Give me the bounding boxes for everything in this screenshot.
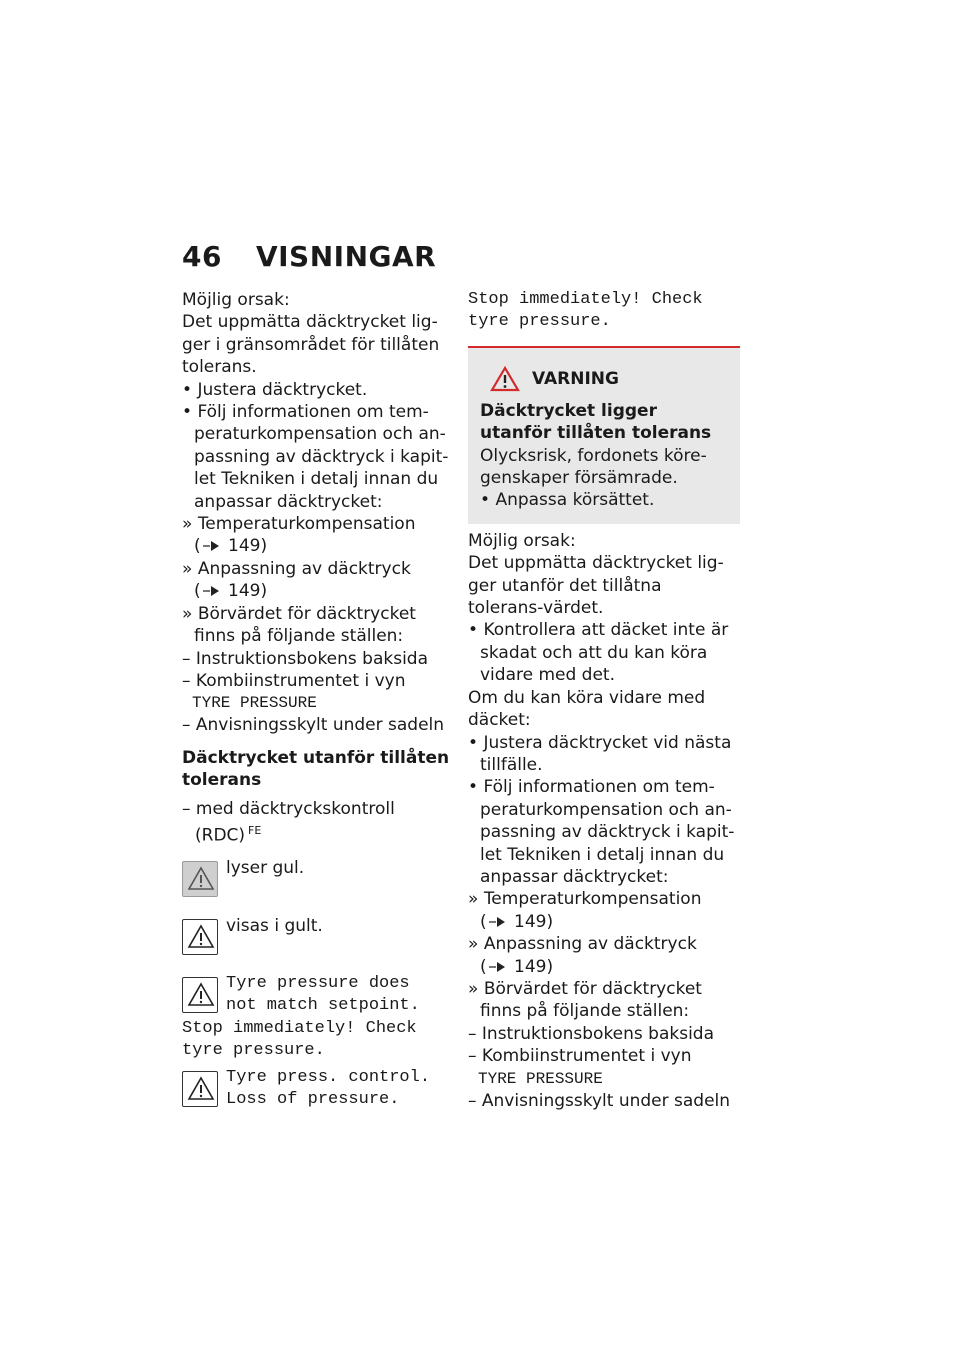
cause-label: Möjlig orsak: — [468, 530, 576, 551]
list-item: • Följ informationen om tem-peraturkompensation och an-passning av däcktryck i kapit-let Tekniken i detalj innan du anpassar däcktrycket: — [468, 777, 735, 887]
warning-bullet: • Anpassa körsättet. — [480, 490, 655, 511]
warning-title: VARNING — [480, 366, 730, 392]
warning-triangle-icon — [490, 366, 520, 392]
indicator-row — [182, 973, 450, 1018]
warning-triangle-icon — [182, 919, 218, 955]
section-heading: Däcktrycket utanför tillåten tolerans — [182, 747, 450, 791]
left-column — [182, 289, 450, 1111]
warning-triangle-icon — [182, 977, 218, 1013]
location-item: – Anvisningsskylt under sadeln — [468, 1090, 731, 1111]
location-item: – Kombiinstrumentet i vyn — [468, 1046, 692, 1067]
indicator-text: Tyre pressure does not match setpoint. — [226, 974, 420, 1016]
right-column — [468, 289, 740, 1112]
warning-text: Olycksrisk, fordonets köre-genskaper försämrade. — [480, 445, 707, 489]
location-item: – Anvisningsskylt under sadeln — [182, 715, 445, 736]
page-number: 46 — [182, 240, 222, 273]
rdc-label: – med däcktryckskontroll (RDC) $^{FE}$ — [182, 798, 395, 846]
setpoint-note: » Börvärdet för däcktrycket finns på följande ställen: — [182, 603, 416, 647]
location-item: – Instruktionsbokens baksida — [182, 648, 429, 669]
chapter-title: VISNINGAR — [255, 240, 437, 273]
stop-message: Stop immediately! Check tyre pressure. — [468, 290, 703, 332]
page-ref-arrow-icon — [201, 540, 223, 552]
ref-link-temperature[interactable]: » Temperaturkompensation ( 149) — [182, 514, 416, 557]
warning-triangle-icon — [182, 1071, 218, 1107]
indicator-text: Tyre press. control. Loss of pressure. — [226, 1067, 431, 1110]
stop-message: Stop immediately! Check tyre pressure. — [182, 1018, 417, 1061]
page-ref-arrow-icon — [487, 916, 509, 928]
list-item: • Följ informationen om tem-peraturkompensation och an-passning av däcktryck i kapit-let Tekniken i detalj innan du anpassar däcktrycket: — [182, 402, 449, 512]
ref-link-adjustment[interactable]: » Anpassning av däcktryck ( 149) — [468, 934, 697, 977]
cause-text: Det uppmätta däcktrycket lig-ger i gränsområdet för tillåten tolerans. — [182, 312, 440, 378]
indicator-text: visas i gult. — [226, 916, 323, 936]
setpoint-note: » Börvärdet för däcktrycket finns på följande ställen: — [468, 978, 702, 1022]
cause-label: Möjlig orsak: — [182, 290, 290, 310]
page-ref-arrow-icon — [487, 961, 509, 973]
list-item: • Justera däcktrycket vid nästa tillfälle. — [468, 732, 732, 775]
indicator-row — [182, 1067, 450, 1112]
ref-link-adjustment[interactable]: » Anpassning av däcktryck ( 149) — [182, 558, 411, 602]
rdc-sup: FE — [248, 823, 262, 837]
location-item: – Kombiinstrumentet i vyn — [182, 670, 406, 691]
warning-box — [468, 346, 740, 524]
indicator-text: lyser gul. — [226, 858, 305, 878]
cause-text: Det uppmätta däcktrycket lig-ger utanför det tillåtna tolerans-värdet. — [468, 553, 724, 619]
page-header — [182, 240, 436, 273]
view-name: TYRE PRESSURE — [478, 1069, 603, 1088]
indicator-row — [182, 857, 450, 897]
location-item: – Instruktionsbokens baksida — [468, 1023, 715, 1044]
list-item: • Justera däcktrycket. — [182, 379, 368, 400]
continue-text: Om du kan köra vidare med däcket: — [468, 687, 706, 731]
indicator-row — [182, 915, 450, 955]
list-item: • Kontrollera att däcket inte är skadat och att du kan köra vidare med det. — [468, 620, 729, 686]
page-ref-arrow-icon — [201, 585, 223, 597]
warning-heading: Däcktrycket ligger utanför tillåten tolerans — [480, 400, 712, 444]
ref-link-temperature[interactable]: » Temperaturkompensation ( 149) — [468, 889, 702, 932]
view-name: TYRE PRESSURE — [192, 694, 317, 713]
warning-triangle-icon — [182, 861, 218, 897]
